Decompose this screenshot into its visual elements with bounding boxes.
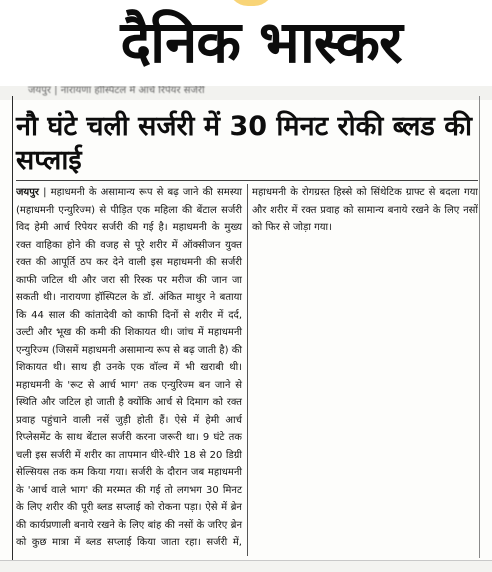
headline-divider (16, 180, 478, 181)
article-body (16, 184, 478, 556)
clipped-previous-line (0, 86, 492, 100)
newspaper-name: दैनिक भास्कर (120, 8, 402, 76)
dateline: जयपुर (16, 187, 39, 198)
left-column-rule (12, 96, 13, 560)
masthead (0, 0, 492, 86)
article-headline: नौ घंटे चली सर्जरी में 30 मिनट रोकी ब्लड की सप्लाई (16, 111, 472, 176)
right-column-rule (479, 96, 480, 558)
article-text: महाधमनी के असामान्य रूप से बढ़ जाने की समस्या (महाधमनी एन्युरिज्म) से पीड़ित एक महिला की बेंटाल सर्जरी विद हेमी आर्च रिपेयर सर्जरी की गई है। महाधमनी के मुख्य रक्त वाहिका होने की वजह से पूरे शरीर में ऑक्सीजन युक्त रक्त की आपूर्ति ठप कर देने वाली इस महाधमनी की सर्जरी काफी जटिल थी और जरा सी रिस्क पर मरीज की जान जा सकती थी। नारायणा हॉस्पिटल के डॉ. अंकित माथुर ने बताया कि 44 साल की कांतादेवी को काफी दिनों से शरीर में दर्द, उल्टी और भूख की कमी की शिकायत थी। जांच में महाधमनी एन्युरिज्म (जिसमें महाधमनी असामान्य रूप से बढ़ जाती है) की शिकायत थी। साथ ही उनके एक वॉल्व में भी खराबी थी। महाधमनी के 'रूट से आर्च भाग' तक एन्युरिज्म बन जाने से स्थिति और जटिल हो जाती है क्योंकि आर्च से दिमाग को रक्त प्रवाह पहुंचाने वाली नसें जुड़ी होती हैं। ऐसे में हेमी आर्च रिप्लेसमेंट के साथ बेंटाल सर्जरी करना जरूरी था। 9 घंटे तक चली इस सर्जरी में शरीर का तापमान धीरे-धीरे 18 से 20 डिग्री सेल्सियस तक कम किया गया। सर्जरी के दौरान जब महाधमनी के 'आर्च वाले भाग' की मरम्मत की गई तो लगभग 30 मिनट के लिए शरीर की पूरी ब्लड सप्लाई को रोकना पड़ा। ऐसे में ब्रेन की कार्यप्रणाली बनाये रखने के लिए बांह की नसों के जरिए ब्रेन को कुछ मात्रा में ब्लड सप्लाई किया जाता रहा। सर्जरी में, महाधमनी के रोगग्रस्त हिस्से को सिंथेटिक ग्राफ्ट से बदला गया और शरीर में रक्त प्रवाह को सामान्य बनाये रखने के लिए नसों को फिर से जोड़ा गया। (16, 187, 478, 548)
clipped-text: जयपुर | नारायणा हॉस्पिटल में आर्च रिपेयर सर्जरी (28, 86, 205, 96)
dateline-separator: | (43, 187, 51, 198)
clip-bottom-edge (0, 560, 492, 572)
